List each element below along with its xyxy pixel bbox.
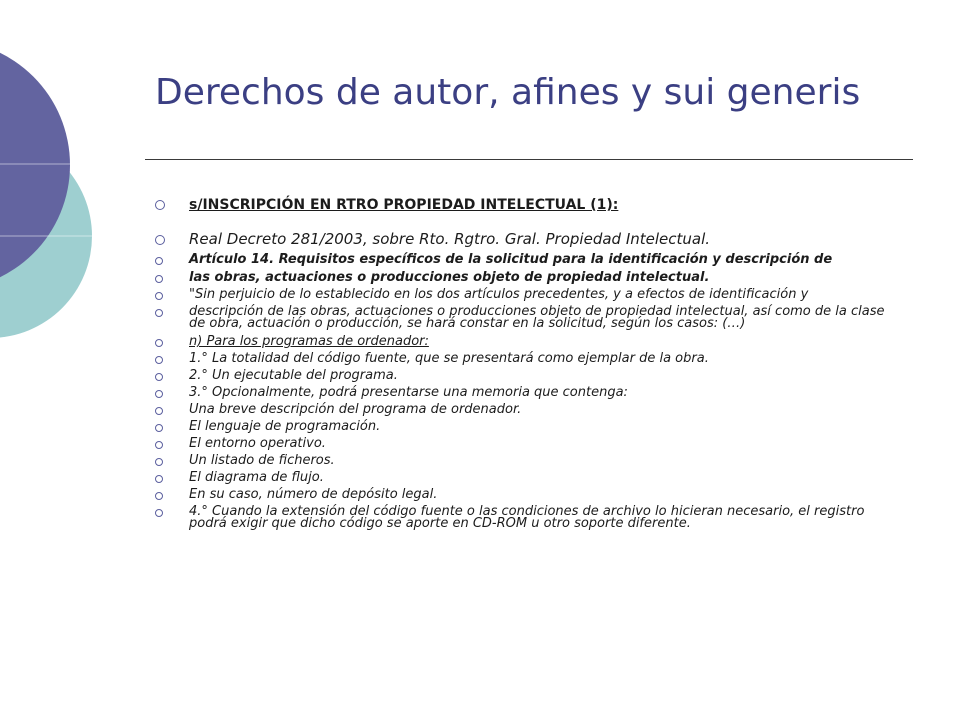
list-item	[155, 404, 900, 416]
decorative-circles	[0, 0, 100, 380]
list-item	[155, 506, 900, 530]
list-item-text: El diagrama de flujo.	[189, 470, 324, 485]
title-divider	[145, 159, 913, 160]
circle-bullet-icon	[155, 292, 163, 300]
circle-bullet-icon	[155, 475, 163, 483]
list-item	[155, 254, 900, 266]
circle-bullet-icon	[155, 275, 163, 283]
list-item	[155, 306, 900, 330]
list-item	[155, 336, 900, 348]
list-item-text: Artículo 14. Requisitos específicos de la solicitud para la identificación y descripción de	[189, 252, 833, 267]
list-item-text: Real Decreto 281/2003, sobre Rto. Rgtro. Gral. Propiedad Intelectual.	[189, 230, 711, 248]
list-item	[155, 353, 900, 365]
list-item	[155, 196, 900, 214]
circle-bullet-icon	[155, 339, 163, 347]
list-item	[155, 455, 900, 467]
circle-bullet-icon	[155, 424, 163, 432]
list-item	[155, 387, 900, 399]
list-item-text: Una breve descripción del programa de ordenador.	[189, 402, 522, 417]
circle-bullet-icon	[155, 257, 163, 265]
circle-bullet-icon	[155, 407, 163, 415]
list-item-text: En su caso, número de depósito legal.	[189, 487, 438, 502]
list-item	[155, 272, 900, 284]
list-item-text: descripción de las obras, actuaciones o producciones objeto de propiedad intelectual, así como de la clase de obra, actuación o producción, se hará constar en la solicitud, según los casos: (…)	[189, 304, 885, 331]
circle-bullet-icon	[155, 390, 163, 398]
list-item	[155, 438, 900, 450]
list-item	[155, 370, 900, 382]
list-item	[155, 289, 900, 301]
list-item-text: las obras, actuaciones o producciones objeto de propiedad intelectual.	[189, 270, 710, 285]
circle-bullet-icon	[155, 492, 163, 500]
list-item-text: Un listado de ficheros.	[189, 453, 335, 468]
list-item-text: n) Para los programas de ordenador:	[189, 334, 429, 349]
list-item-text: El entorno operativo.	[189, 436, 326, 451]
list-item-text: 1.° La totalidad del código fuente, que se presentará como ejemplar de la obra.	[189, 351, 709, 366]
list-item-text: 4.° Cuando la extensión del código fuente o las condiciones de archivo lo hicieran necesario, el registro podrá exigir que dicho código se aporte en CD-ROM u otro soporte diferente.	[189, 504, 865, 531]
list-item	[155, 230, 900, 249]
slide-title: Derechos de autor, afines y sui generis	[155, 72, 861, 113]
circle-bullet-icon	[155, 441, 163, 449]
circle-bullet-icon	[155, 235, 165, 245]
circle-bullet-icon	[155, 458, 163, 466]
circle-bullet-icon	[155, 309, 163, 317]
list-item-text: 3.° Opcionalmente, podrá presentarse una memoria que contenga:	[189, 385, 628, 400]
circle-bullet-icon	[155, 200, 165, 210]
list-item-text: s/INSCRIPCIÓN EN RTRO PROPIEDAD INTELECTUAL (1):	[189, 197, 619, 213]
bullet-list	[155, 196, 900, 535]
list-item	[155, 489, 900, 501]
list-item-text: El lenguaje de programación.	[189, 419, 381, 434]
list-item-text: 2.° Un ejecutable del programa.	[189, 368, 398, 383]
circle-bullet-icon	[155, 509, 163, 517]
list-item-text: "Sin perjuicio de lo establecido en los dos artículos precedentes, y a efectos de identificación y	[189, 287, 809, 302]
circle-bullet-icon	[155, 373, 163, 381]
circle-bullet-icon	[155, 356, 163, 364]
list-item	[155, 472, 900, 484]
list-item	[155, 421, 900, 433]
